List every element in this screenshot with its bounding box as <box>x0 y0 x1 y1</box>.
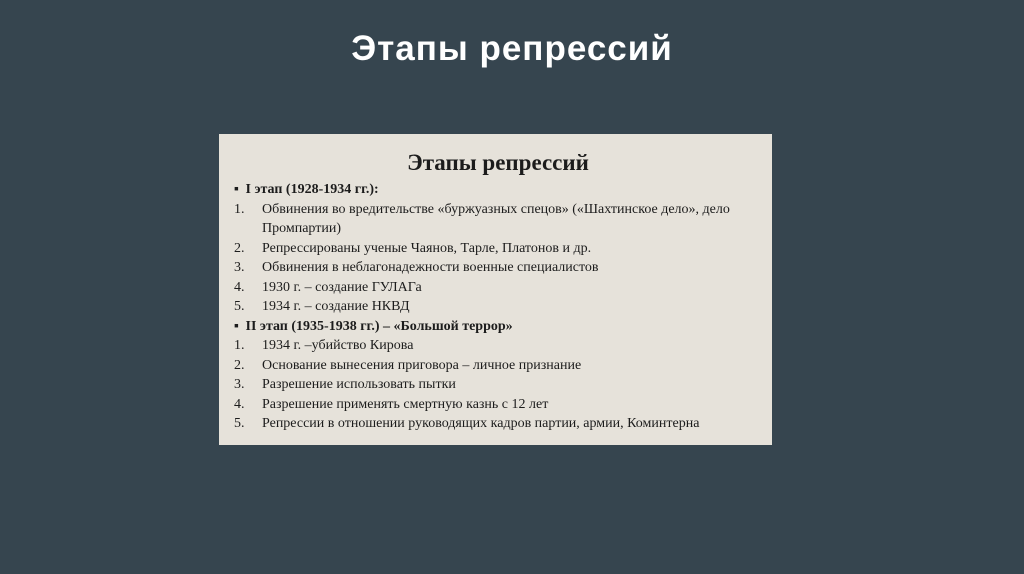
item-text: Обвинения в неблагонадежности военные специалистов <box>262 260 599 275</box>
document-heading: Этапы репрессий <box>407 150 589 175</box>
stage-1-title: I этап (1928-1934 гг.): <box>245 182 379 197</box>
item-number: 3. <box>234 260 245 275</box>
item-number: 5. <box>234 299 245 314</box>
item-text: 1930 г. – создание ГУЛАГа <box>262 279 422 295</box>
item-text: Основание вынесения приговора – личное признание <box>262 357 582 373</box>
stage-1-item <box>234 278 762 298</box>
slide-title: Этапы репрессий <box>351 29 673 68</box>
item-number: 3. <box>234 377 245 392</box>
item-number: 2. <box>234 357 245 373</box>
item-number: 1. <box>234 338 245 353</box>
item-text: Разрешение применять смертную казнь с 12 лет <box>262 396 549 412</box>
item-text: Обвинения во вредительстве «буржуазных спецов» («Шахтинское дело», дело Промпартии) <box>262 201 730 236</box>
stage-1-item <box>234 297 762 317</box>
stage-1-item <box>234 239 762 259</box>
bullet-icon: ▪ <box>234 318 239 334</box>
stage-1-item <box>234 200 762 239</box>
stage-2-item <box>234 356 762 376</box>
stage-1-heading <box>234 180 762 200</box>
stage-2-heading <box>234 317 762 337</box>
stage-2-item <box>234 395 762 415</box>
stage-2-item <box>234 336 762 356</box>
item-text: Репрессии в отношении руководящих кадров партии, армии, Коминтерна <box>262 416 700 431</box>
stage-2-item <box>234 414 762 434</box>
item-text: Разрешение использовать пытки <box>262 377 456 392</box>
item-number: 5. <box>234 416 245 431</box>
item-text: Репрессированы ученые Чаянов, Тарле, Платонов и др. <box>262 240 592 256</box>
stage-2-title: II этап (1935-1938 гг.) – «Большой террор» <box>245 318 513 334</box>
scanned-document-image <box>219 134 772 445</box>
item-number: 4. <box>234 396 245 412</box>
item-text: 1934 г. –убийство Кирова <box>262 338 414 353</box>
item-number: 1. <box>234 201 245 217</box>
item-number: 2. <box>234 240 245 256</box>
stage-2-item <box>234 375 762 395</box>
bullet-icon: ▪ <box>234 182 239 197</box>
stage-1-item <box>234 258 762 278</box>
item-number: 4. <box>234 279 245 295</box>
item-text: 1934 г. – создание НКВД <box>262 299 410 314</box>
